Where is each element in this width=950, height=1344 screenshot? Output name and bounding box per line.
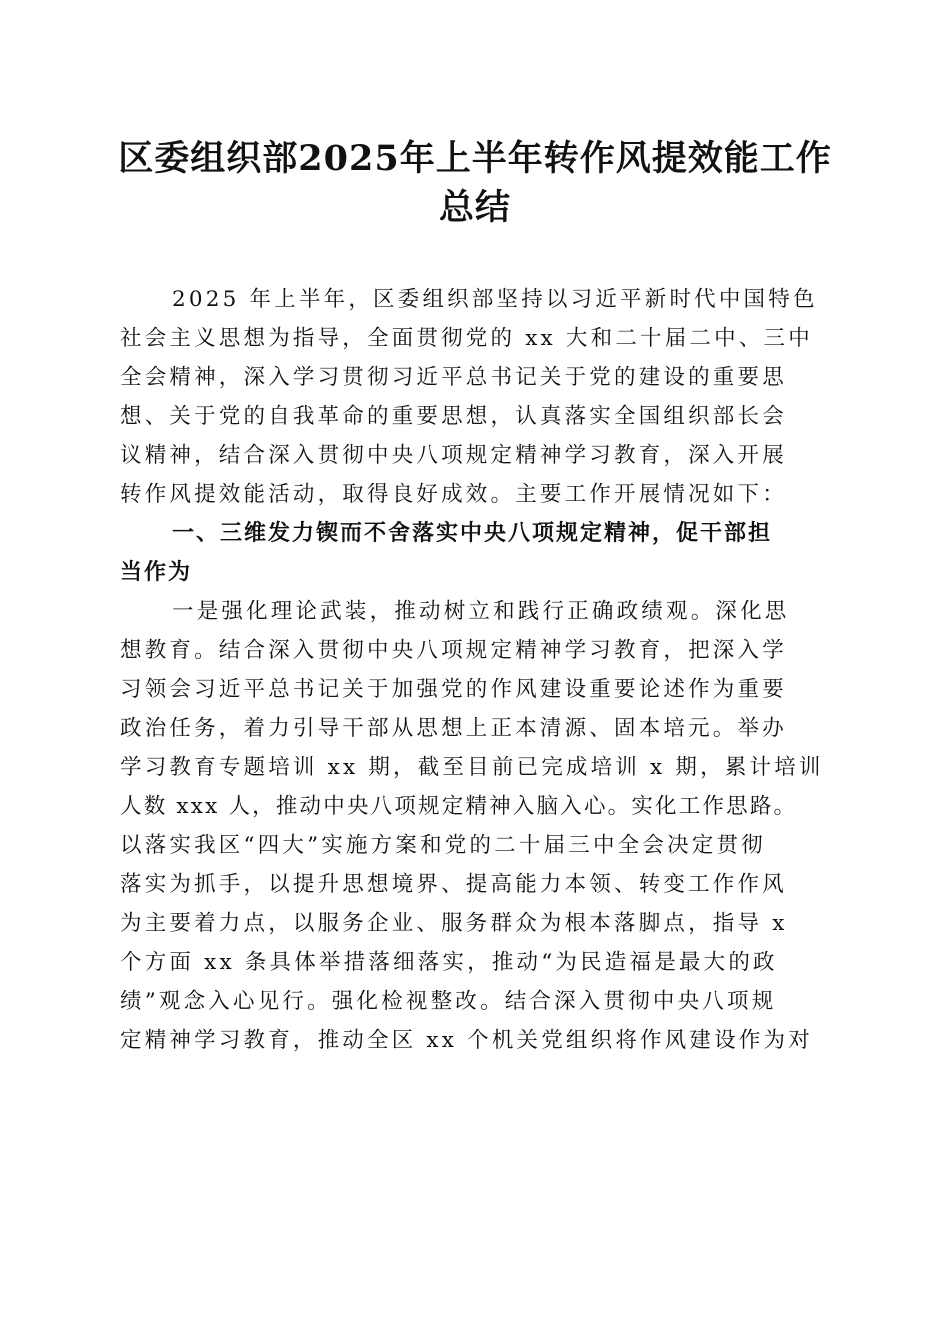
document-title: [100, 134, 850, 232]
intro-line-2: 社会主义思想为指导，全面贯彻党的 xx 大和二十届二中、三中: [120, 326, 813, 351]
section-1-line-5: 学习教育专题培训 xx 期，截至目前已完成培训 x 期，累计培训: [120, 755, 824, 780]
section-1-heading: [120, 514, 835, 592]
intro-line-6: 转作风提效能活动，取得良好成效。主要工作开展情况如下：: [120, 482, 787, 507]
section-1-heading-line-1: 一、三维发力锲而不舍落实中央八项规定精神，促干部担: [172, 521, 773, 546]
intro-line-4: 想、关于党的自我革命的重要思想，认真落实全国组织部长会: [120, 404, 787, 429]
section-1-line-11: 绩”观念入心见行。强化检视整改。结合深入贯彻中央八项规: [120, 989, 777, 1014]
section-1-heading-line-2: 当作为: [120, 560, 193, 585]
section-1-line-6: 人数 xxx 人，推动中央八项规定精神入脑入心。实化工作思路。: [120, 794, 798, 819]
section-1-line-9: 为主要着力点，以服务企业、服务群众为根本落脚点，指导 x: [120, 911, 788, 936]
section-1-paragraph: [120, 592, 835, 1060]
section-1-line-7: 以落实我区“四大”实施方案和党的二十届三中全会决定贯彻: [120, 833, 766, 858]
title-line-1: 区委组织部2025年上半年转作风提效能工作: [118, 138, 832, 179]
section-1-line-12: 定精神学习教育，推动全区 xx 个机关党组织将作风建设作为对: [120, 1028, 813, 1053]
intro-paragraph: [120, 280, 835, 514]
section-1-line-10: 个方面 xx 条具体举措落细落实，推动“为民造福是最大的政: [120, 950, 778, 975]
intro-line-5: 议精神，结合深入贯彻中央八项规定精神学习教育，深入开展: [120, 443, 787, 468]
section-1-line-2: 想教育。结合深入贯彻中央八项规定精神学习教育，把深入学: [120, 638, 787, 663]
intro-line-3: 全会精神，深入学习贯彻习近平总书记关于党的建设的重要思: [120, 365, 787, 390]
section-1-line-8: 落实为抓手，以提升思想境界、提高能力本领、转变工作作风: [120, 872, 787, 897]
title-line-2: 总结: [438, 187, 511, 228]
intro-line-1: 2025 年上半年，区委组织部坚持以习近平新时代中国特色: [172, 287, 818, 312]
section-1-line-1: 一是强化理论武装，推动树立和践行正确政绩观。深化思: [172, 599, 790, 624]
document-body: [120, 280, 835, 1060]
section-1-line-4: 政治任务，着力引导干部从思想上正本清源、固本培元。举办: [120, 716, 787, 741]
section-1-line-3: 习领会习近平总书记关于加强党的作风建设重要论述作为重要: [120, 677, 787, 702]
